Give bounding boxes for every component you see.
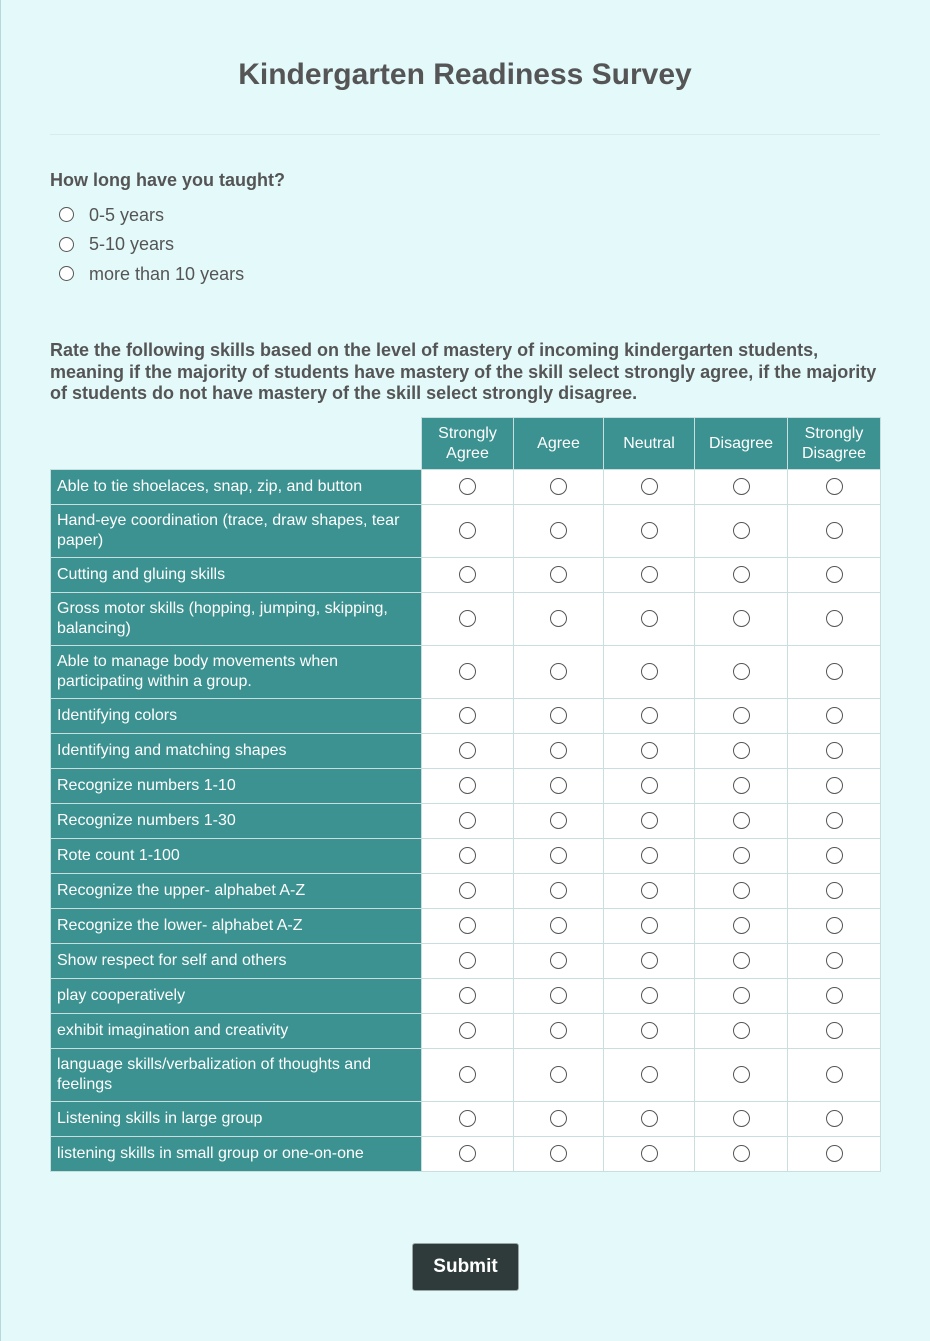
- table-row: [51, 979, 881, 1014]
- rating-radio-button[interactable]: [641, 987, 658, 1004]
- rating-radio-button[interactable]: [733, 610, 750, 627]
- table-row: [51, 646, 881, 699]
- rating-radio-button[interactable]: [826, 1110, 843, 1127]
- rating-cell: [604, 505, 695, 558]
- rating-cell: [604, 839, 695, 874]
- option-label: more than 10 years: [89, 263, 245, 284]
- rating-cell: [695, 979, 788, 1014]
- rating-radio-button[interactable]: [459, 952, 476, 969]
- rating-cell: [422, 874, 514, 909]
- table-row: [51, 734, 881, 769]
- rating-cell: [604, 769, 695, 804]
- rating-cell: [695, 558, 788, 593]
- rating-radio-button[interactable]: [550, 882, 567, 899]
- rating-cell: [604, 944, 695, 979]
- rating-cell: [788, 1102, 881, 1137]
- rating-cell: [788, 874, 881, 909]
- rating-cell: [788, 734, 881, 769]
- rating-cell: [514, 979, 604, 1014]
- rating-cell: [695, 505, 788, 558]
- skill-label: Recognize numbers 1-10: [51, 769, 422, 804]
- matrix-body: [51, 470, 881, 1172]
- rating-cell: [514, 1137, 604, 1172]
- table-row: [51, 769, 881, 804]
- rating-radio-button[interactable]: [641, 1110, 658, 1127]
- rating-cell: [514, 909, 604, 944]
- rating-radio-button[interactable]: [641, 1145, 658, 1162]
- rating-cell: [514, 1102, 604, 1137]
- rating-cell: [604, 734, 695, 769]
- rating-radio-button[interactable]: [826, 777, 843, 794]
- skill-label: Able to manage body movements when participating within a group.: [51, 646, 422, 699]
- rating-radio-button[interactable]: [641, 812, 658, 829]
- rating-cell: [514, 944, 604, 979]
- question-experience-label: How long have you taught?: [50, 170, 285, 190]
- skill-label: language skills/verbalization of thoughts and feelings: [51, 1049, 422, 1102]
- rating-cell: [422, 558, 514, 593]
- rating-radio-button[interactable]: [550, 663, 567, 680]
- skill-label: Gross motor skills (hopping, jumping, skipping, balancing): [51, 593, 422, 646]
- rating-cell: [422, 734, 514, 769]
- rating-radio-button[interactable]: [641, 917, 658, 934]
- rating-radio-button[interactable]: [733, 566, 750, 583]
- skill-label: Recognize the upper- alphabet A-Z: [51, 874, 422, 909]
- rating-radio-button[interactable]: [459, 987, 476, 1004]
- rating-radio-button[interactable]: [641, 847, 658, 864]
- rating-radio-button[interactable]: [459, 1066, 476, 1083]
- rating-radio-button[interactable]: [459, 882, 476, 899]
- rating-cell: [695, 1137, 788, 1172]
- rating-cell: [695, 470, 788, 505]
- rating-cell: [422, 1102, 514, 1137]
- rating-cell: [514, 470, 604, 505]
- rating-radio-button[interactable]: [641, 1022, 658, 1039]
- rating-cell: [422, 769, 514, 804]
- table-row: [51, 558, 881, 593]
- rating-radio-button[interactable]: [459, 812, 476, 829]
- rating-cell: [695, 646, 788, 699]
- rating-cell: [514, 1049, 604, 1102]
- rating-cell: [422, 944, 514, 979]
- title-divider: [50, 134, 880, 135]
- rating-radio-button[interactable]: [550, 1066, 567, 1083]
- rating-cell: [514, 646, 604, 699]
- table-row: [51, 804, 881, 839]
- rating-radio-button[interactable]: [826, 478, 843, 495]
- rating-radio-button[interactable]: [641, 610, 658, 627]
- rating-cell: [514, 874, 604, 909]
- rating-cell: [695, 1102, 788, 1137]
- rating-radio-button[interactable]: [733, 812, 750, 829]
- rating-cell: [788, 593, 881, 646]
- rating-cell: [422, 699, 514, 734]
- rating-radio-button[interactable]: [641, 1066, 658, 1083]
- rating-radio-button[interactable]: [459, 1145, 476, 1162]
- rating-cell: [422, 909, 514, 944]
- table-row: [51, 1137, 881, 1172]
- rating-cell: [788, 909, 881, 944]
- skill-label: Show respect for self and others: [51, 944, 422, 979]
- rating-cell: [788, 646, 881, 699]
- skill-label: Identifying and matching shapes: [51, 734, 422, 769]
- experience-option-more-than-10[interactable]: [59, 259, 244, 289]
- rating-cell: [695, 804, 788, 839]
- rating-cell: [514, 593, 604, 646]
- rating-cell: [604, 593, 695, 646]
- column-header: Neutral: [604, 418, 695, 470]
- rating-radio-button[interactable]: [459, 917, 476, 934]
- rating-radio-button[interactable]: [733, 777, 750, 794]
- rating-cell: [788, 769, 881, 804]
- rating-cell: [422, 979, 514, 1014]
- rating-cell: [422, 505, 514, 558]
- rating-radio-button[interactable]: [550, 522, 567, 539]
- rating-cell: [695, 593, 788, 646]
- rating-radio-button[interactable]: [826, 610, 843, 627]
- rating-cell: [422, 1137, 514, 1172]
- table-row: [51, 505, 881, 558]
- option-label: 5-10 years: [89, 234, 175, 255]
- rating-radio-button[interactable]: [826, 1066, 843, 1083]
- rating-cell: [422, 804, 514, 839]
- rating-radio-button[interactable]: [550, 478, 567, 495]
- table-row: [51, 470, 881, 505]
- rating-cell: [422, 470, 514, 505]
- rating-radio-button[interactable]: [459, 707, 476, 724]
- rating-cell: [514, 699, 604, 734]
- rating-cell: [695, 874, 788, 909]
- radio-button[interactable]: [59, 266, 74, 281]
- rating-radio-button[interactable]: [459, 610, 476, 627]
- rating-radio-button[interactable]: [459, 1022, 476, 1039]
- rating-radio-button[interactable]: [641, 952, 658, 969]
- rating-cell: [604, 804, 695, 839]
- rating-radio-button[interactable]: [641, 742, 658, 759]
- rating-radio-button[interactable]: [826, 1022, 843, 1039]
- rating-radio-button[interactable]: [459, 566, 476, 583]
- matrix-header-row: [51, 418, 881, 470]
- rating-cell: [788, 979, 881, 1014]
- rating-radio-button[interactable]: [733, 917, 750, 934]
- rating-cell: [604, 699, 695, 734]
- rating-radio-button[interactable]: [550, 812, 567, 829]
- rating-radio-button[interactable]: [550, 952, 567, 969]
- rating-radio-button[interactable]: [826, 847, 843, 864]
- rating-cell: [422, 1049, 514, 1102]
- skill-label: exhibit imagination and creativity: [51, 1014, 422, 1049]
- matrix-corner: [51, 418, 422, 470]
- rating-cell: [788, 1137, 881, 1172]
- rating-radio-button[interactable]: [733, 952, 750, 969]
- rating-cell: [695, 769, 788, 804]
- skill-label: Able to tie shoelaces, snap, zip, and button: [51, 470, 422, 505]
- rating-radio-button[interactable]: [826, 987, 843, 1004]
- rating-cell: [695, 734, 788, 769]
- radio-button[interactable]: [59, 207, 74, 222]
- rating-radio-button[interactable]: [826, 882, 843, 899]
- rating-radio-button[interactable]: [550, 1145, 567, 1162]
- rating-radio-button[interactable]: [641, 663, 658, 680]
- table-row: [51, 699, 881, 734]
- table-row: [51, 1014, 881, 1049]
- column-header: Strongly Disagree: [788, 418, 881, 470]
- question-skills-label: Rate the following skills based on the level of mastery of incoming kindergarten students, meaning if the majority of students have mastery of the skill select strongly agree, if the majority of students do not have mastery of the skill select strongly disagree.: [50, 340, 877, 403]
- rating-cell: [695, 1049, 788, 1102]
- skill-label: Identifying colors: [51, 699, 422, 734]
- rating-radio-button[interactable]: [826, 742, 843, 759]
- rating-radio-button[interactable]: [826, 522, 843, 539]
- radio-button[interactable]: [59, 237, 74, 252]
- rating-cell: [604, 1102, 695, 1137]
- rating-radio-button[interactable]: [733, 742, 750, 759]
- rating-cell: [422, 839, 514, 874]
- submit-button[interactable]: Submit: [412, 1243, 519, 1291]
- rating-radio-button[interactable]: [550, 742, 567, 759]
- skill-label: Listening skills in large group: [51, 1102, 422, 1137]
- column-header: Disagree: [695, 418, 788, 470]
- rating-cell: [604, 646, 695, 699]
- rating-radio-button[interactable]: [550, 987, 567, 1004]
- rating-cell: [695, 1014, 788, 1049]
- rating-cell: [788, 804, 881, 839]
- rating-radio-button[interactable]: [733, 1110, 750, 1127]
- rating-radio-button[interactable]: [550, 1022, 567, 1039]
- skills-rating-matrix: [50, 417, 881, 1172]
- rating-cell: [604, 470, 695, 505]
- rating-radio-button[interactable]: [733, 522, 750, 539]
- rating-cell: [604, 909, 695, 944]
- table-row: [51, 909, 881, 944]
- rating-radio-button[interactable]: [459, 663, 476, 680]
- rating-radio-button[interactable]: [550, 917, 567, 934]
- rating-cell: [788, 505, 881, 558]
- rating-cell: [695, 699, 788, 734]
- rating-radio-button[interactable]: [459, 478, 476, 495]
- rating-radio-button[interactable]: [459, 777, 476, 794]
- skill-label: Recognize numbers 1-30: [51, 804, 422, 839]
- rating-cell: [788, 558, 881, 593]
- rating-cell: [604, 558, 695, 593]
- rating-cell: [422, 1014, 514, 1049]
- rating-radio-button[interactable]: [826, 663, 843, 680]
- table-row: [51, 839, 881, 874]
- rating-radio-button[interactable]: [459, 847, 476, 864]
- column-header: Strongly Agree: [422, 418, 514, 470]
- rating-radio-button[interactable]: [641, 707, 658, 724]
- experience-options: [59, 200, 244, 289]
- rating-cell: [695, 944, 788, 979]
- rating-cell: [514, 558, 604, 593]
- rating-radio-button[interactable]: [733, 707, 750, 724]
- rating-cell: [788, 1049, 881, 1102]
- rating-radio-button[interactable]: [459, 1110, 476, 1127]
- skill-label: Hand-eye coordination (trace, draw shapes, tear paper): [51, 505, 422, 558]
- table-row: [51, 593, 881, 646]
- rating-cell: [788, 839, 881, 874]
- rating-cell: [604, 1014, 695, 1049]
- rating-radio-button[interactable]: [826, 952, 843, 969]
- rating-radio-button[interactable]: [550, 847, 567, 864]
- page-title: Kindergarten Readiness Survey: [238, 58, 692, 91]
- rating-cell: [695, 839, 788, 874]
- rating-radio-button[interactable]: [733, 987, 750, 1004]
- rating-cell: [422, 593, 514, 646]
- table-row: [51, 1102, 881, 1137]
- rating-radio-button[interactable]: [826, 566, 843, 583]
- rating-radio-button[interactable]: [641, 478, 658, 495]
- rating-cell: [788, 699, 881, 734]
- rating-radio-button[interactable]: [733, 1022, 750, 1039]
- column-header: Agree: [514, 418, 604, 470]
- rating-radio-button[interactable]: [641, 882, 658, 899]
- rating-cell: [788, 944, 881, 979]
- skill-label: listening skills in small group or one-on-one: [51, 1137, 422, 1172]
- rating-radio-button[interactable]: [641, 777, 658, 794]
- rating-radio-button[interactable]: [550, 610, 567, 627]
- rating-radio-button[interactable]: [826, 707, 843, 724]
- rating-radio-button[interactable]: [550, 566, 567, 583]
- rating-radio-button[interactable]: [641, 522, 658, 539]
- option-label: 0-5 years: [89, 204, 165, 225]
- skill-label: Cutting and gluing skills: [51, 558, 422, 593]
- rating-radio-button[interactable]: [826, 917, 843, 934]
- rating-cell: [422, 646, 514, 699]
- rating-cell: [788, 470, 881, 505]
- rating-cell: [604, 874, 695, 909]
- rating-radio-button[interactable]: [733, 478, 750, 495]
- skill-label: Recognize the lower- alphabet A-Z: [51, 909, 422, 944]
- table-row: [51, 874, 881, 909]
- rating-radio-button[interactable]: [733, 1066, 750, 1083]
- rating-cell: [788, 1014, 881, 1049]
- rating-radio-button[interactable]: [733, 1145, 750, 1162]
- rating-radio-button[interactable]: [733, 882, 750, 899]
- table-row: [51, 1049, 881, 1102]
- rating-radio-button[interactable]: [550, 707, 567, 724]
- rating-radio-button[interactable]: [733, 847, 750, 864]
- page-left-border: [0, 0, 1, 1341]
- rating-radio-button[interactable]: [641, 566, 658, 583]
- table-row: [51, 944, 881, 979]
- experience-option-5-10[interactable]: [59, 230, 244, 260]
- rating-cell: [514, 1014, 604, 1049]
- rating-cell: [514, 839, 604, 874]
- skill-label: Rote count 1-100: [51, 839, 422, 874]
- rating-cell: [604, 1049, 695, 1102]
- skill-label: play cooperatively: [51, 979, 422, 1014]
- rating-radio-button[interactable]: [733, 663, 750, 680]
- rating-radio-button[interactable]: [459, 522, 476, 539]
- rating-radio-button[interactable]: [550, 777, 567, 794]
- rating-cell: [604, 1137, 695, 1172]
- rating-cell: [514, 804, 604, 839]
- rating-cell: [514, 734, 604, 769]
- rating-radio-button[interactable]: [550, 1110, 567, 1127]
- rating-cell: [514, 769, 604, 804]
- rating-radio-button[interactable]: [826, 812, 843, 829]
- rating-cell: [514, 505, 604, 558]
- rating-radio-button[interactable]: [826, 1145, 843, 1162]
- experience-option-0-5[interactable]: [59, 200, 244, 230]
- rating-cell: [695, 909, 788, 944]
- rating-cell: [604, 979, 695, 1014]
- rating-radio-button[interactable]: [459, 742, 476, 759]
